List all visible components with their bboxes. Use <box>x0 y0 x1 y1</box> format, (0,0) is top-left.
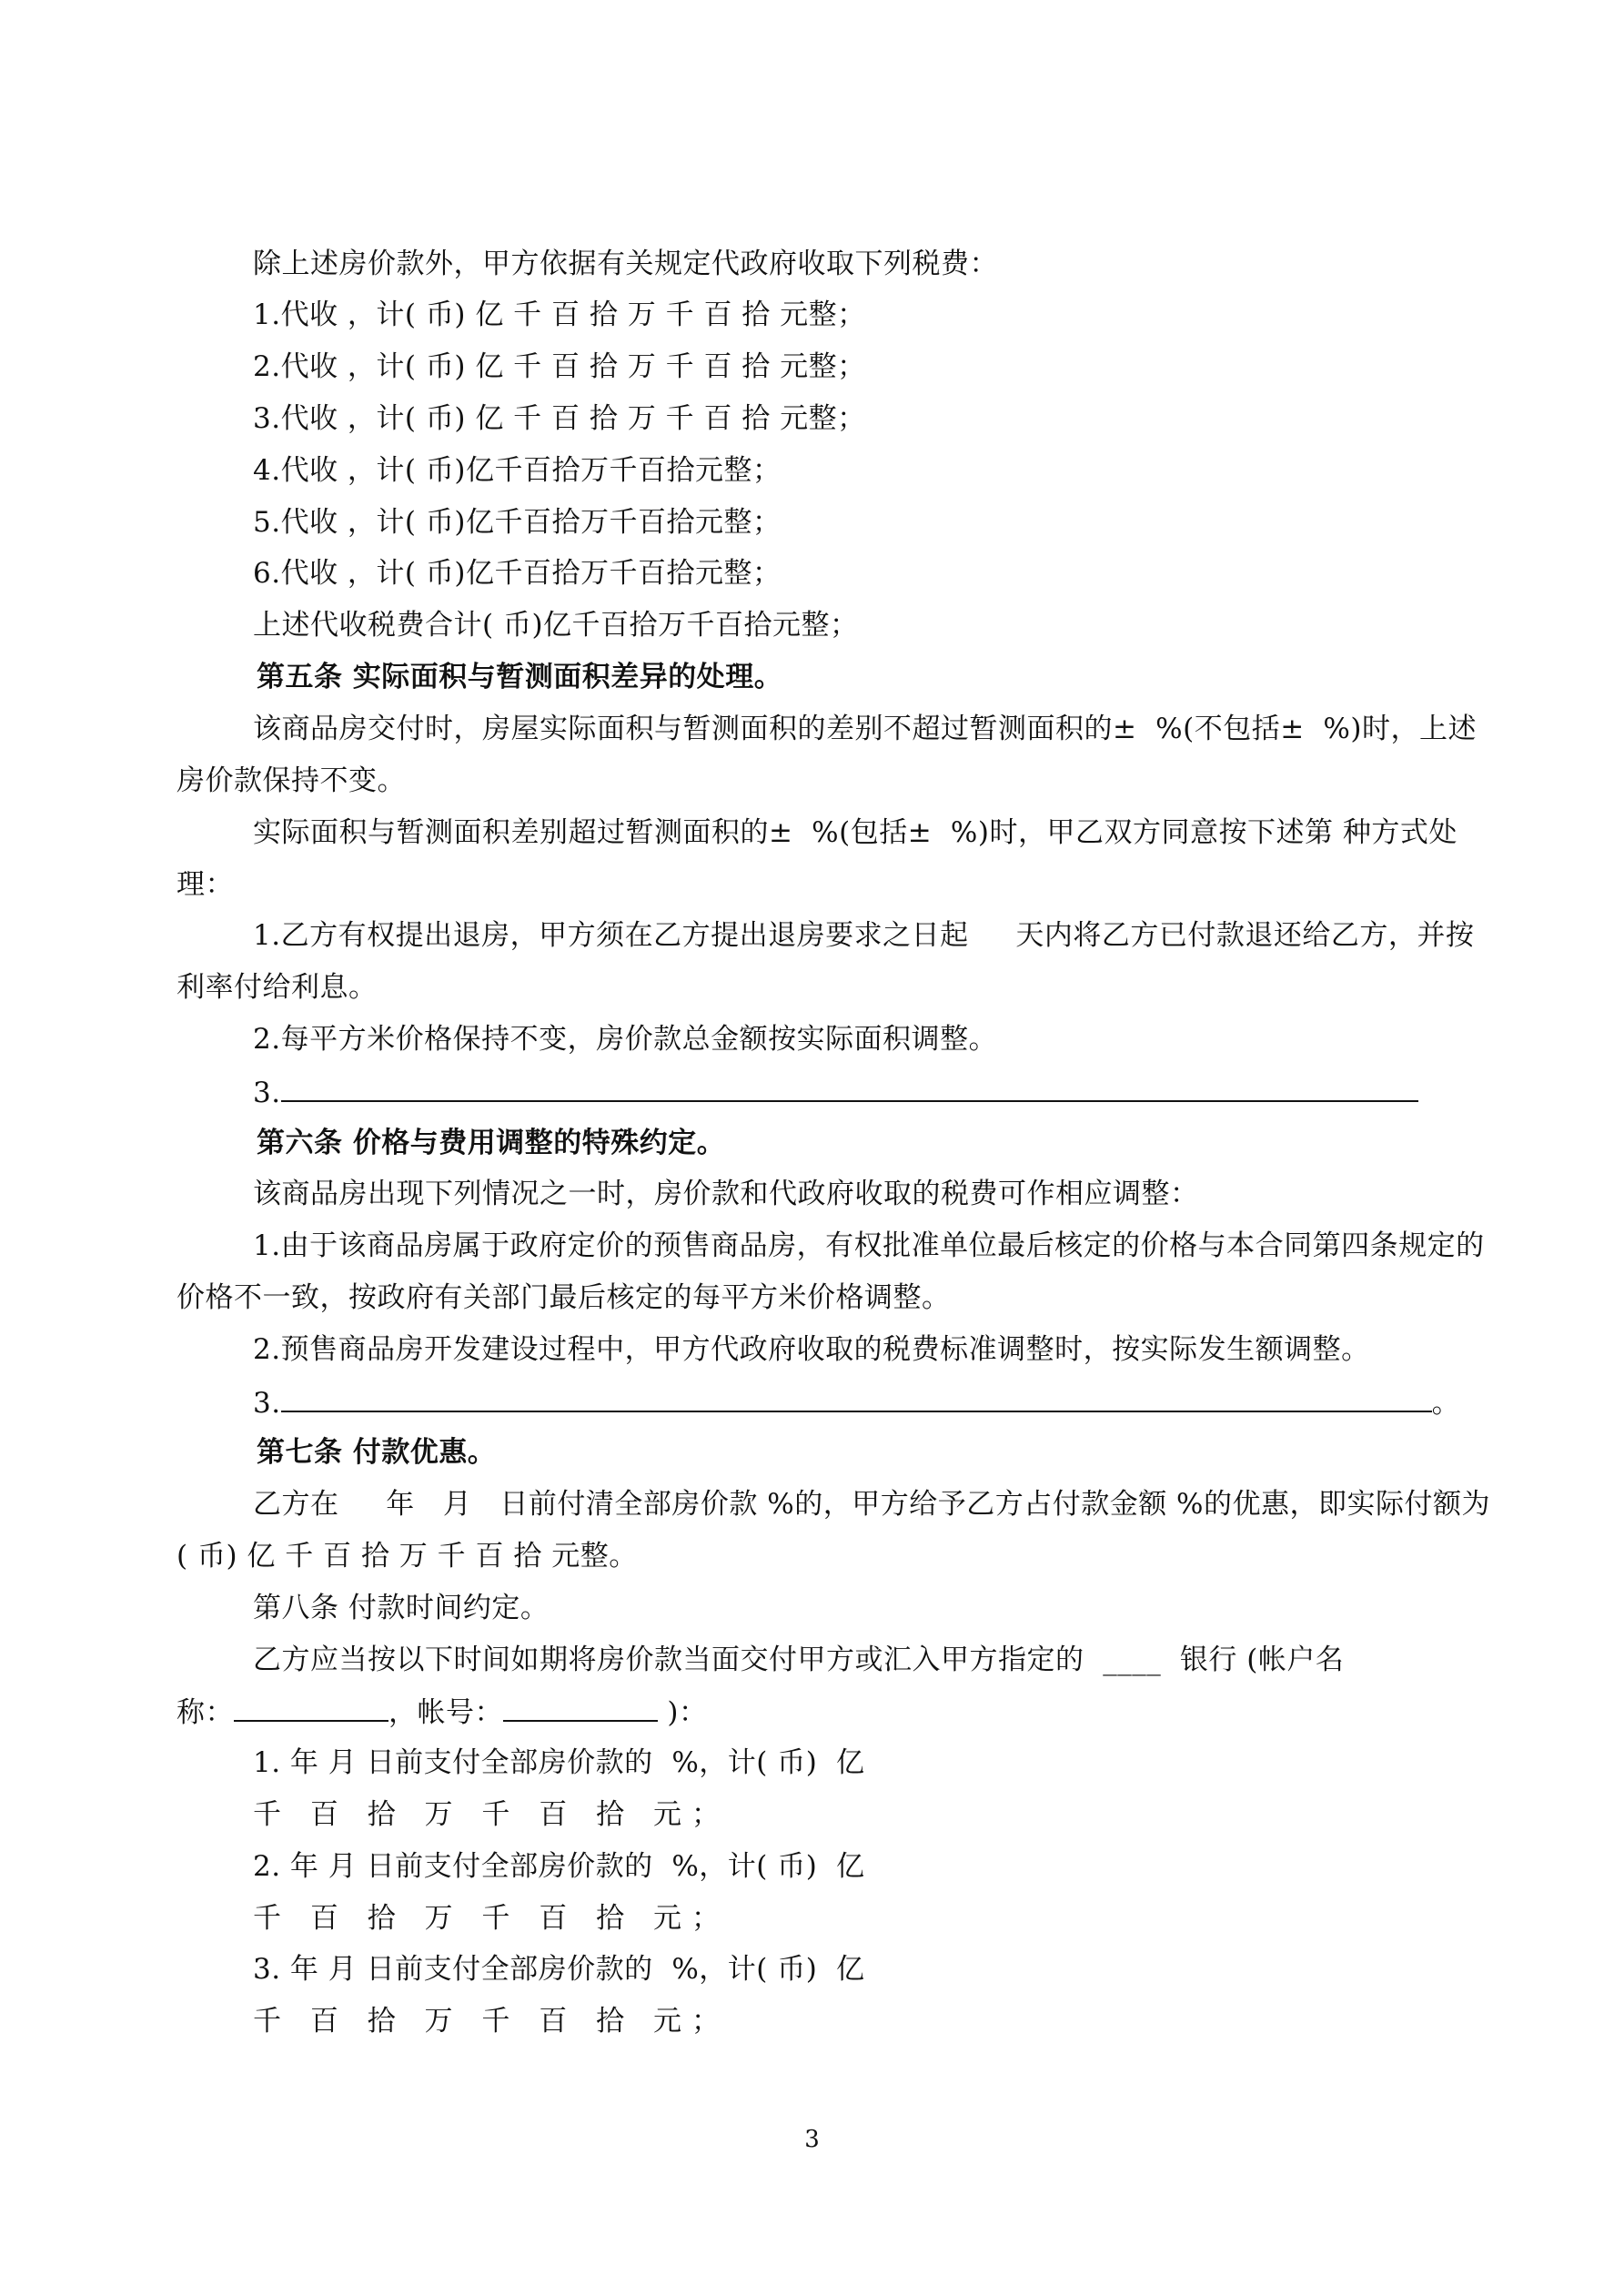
article-6-intro: 该商品房出现下列情况之一时，房价款和代政府收取的税费可作相应调整： <box>253 1178 1199 1210</box>
article-6-option-3 <box>253 1383 1460 1421</box>
article-6-option-1-line-2: 价格不一致，按政府有关部门最后核定的每平方米价格调整。 <box>177 1281 951 1314</box>
article-5-option-1-line-1: 1.乙方有权提出退房，甲方须在乙方提出退房要求之日起 天内将乙方已付款退还给乙方，并按 <box>253 919 1475 952</box>
article-7-para-line-2: ( 币) 亿 千 百 拾 万 千 百 拾 元整。 <box>177 1540 638 1573</box>
account-close: )： <box>658 1696 708 1729</box>
tax-item-6: 6.代收 ，计( 币)亿千百拾万千百拾元整； <box>253 557 782 590</box>
tax-total: 上述代收税费合计( 币)亿千百拾万千百拾元整； <box>253 609 859 642</box>
taxes-intro: 除上述房价款外，甲方依据有关规定代政府收取下列税费： <box>253 248 998 280</box>
payment-1-line-1: 1. 年 月 日前支付全部房价款的 %，计( 币) 亿 <box>253 1746 865 1779</box>
article-6-title: 第六条 价格与费用调整的特殊约定。 <box>257 1127 726 1159</box>
account-name-blank <box>234 1693 388 1722</box>
article-5-option-1-line-2: 利率付给利息。 <box>177 971 378 1004</box>
article-7-para-line-1: 乙方在 年 月 日前付清全部房价款 %的，甲方给予乙方占付款金额 %的优惠，即实际付额为 <box>253 1488 1491 1521</box>
blank-line <box>281 1383 1432 1412</box>
article-5-para-2-line-1: 实际面积与暂测面积差别超过暂测面积的± %(包括± %)时，甲乙双方同意按下述第 种方式处 <box>253 816 1458 849</box>
article-5-option-3-label: 3. <box>253 1077 281 1109</box>
account-number-blank <box>503 1693 658 1722</box>
payment-1-line-2: 千 百 拾 万 千 百 拾 元； <box>253 1798 730 1831</box>
tax-item-4: 4.代收 ，计( 币)亿千百拾万千百拾元整； <box>253 454 782 487</box>
blank-line <box>281 1073 1418 1102</box>
tax-item-2: 2.代收 ，计( 币) 亿 千 百 拾 万 千 百 拾 元整； <box>253 350 866 383</box>
article-6-option-2: 2.预售商品房开发建设过程中，甲方代政府收取的税费标准调整时，按实际发生额调整。 <box>253 1333 1370 1366</box>
article-6-option-3-end: 。 <box>1431 1387 1461 1420</box>
article-5-para-1-line-2: 房价款保持不变。 <box>177 764 406 797</box>
article-8-title: 第八条 付款时间约定。 <box>253 1592 550 1624</box>
tax-item-5: 5.代收 ，计( 币)亿千百拾万千百拾元整； <box>253 506 782 539</box>
tax-item-3: 3.代收 ，计( 币) 亿 千 百 拾 万 千 百 拾 元整； <box>253 402 866 435</box>
tax-item-1: 1.代收 ，计( 币) 亿 千 百 拾 万 千 百 拾 元整； <box>253 298 866 331</box>
article-5-para-2-line-2: 理： <box>177 868 234 901</box>
payment-3-line-1: 3. 年 月 日前支付全部房价款的 %，计( 币) 亿 <box>253 1953 865 1986</box>
article-5-para-1-line-1: 该商品房交付时，房屋实际面积与暂测面积的差别不超过暂测面积的± %(不包括± %)时，上述 <box>253 713 1477 745</box>
article-6-option-1-line-1: 1.由于该商品房属于政府定价的预售商品房，有权批准单位最后核定的价格与本合同第四条规定的 <box>253 1229 1485 1262</box>
payment-2-line-1: 2. 年 月 日前支付全部房价款的 %，计( 币) 亿 <box>253 1850 865 1883</box>
account-name-label: 称： <box>177 1696 234 1729</box>
article-7-title: 第七条 付款优惠。 <box>257 1436 497 1469</box>
article-8-para-line-1: 乙方应当按以下时间如期将房价款当面交付甲方或汇入甲方指定的 ____ 银行 (帐户名 <box>253 1644 1345 1676</box>
payment-2-line-2: 千 百 拾 万 千 百 拾 元； <box>253 1902 730 1935</box>
article-5-option-3 <box>253 1073 1418 1111</box>
payment-3-line-2: 千 百 拾 万 千 百 拾 元； <box>253 2005 730 2038</box>
page-number: 3 <box>804 2126 820 2153</box>
article-5-option-2: 2.每平方米价格保持不变，房价款总金额按实际面积调整。 <box>253 1023 998 1056</box>
account-number-label: ，帐号： <box>388 1696 503 1729</box>
article-6-option-3-label: 3. <box>253 1387 281 1420</box>
article-8-para-line-2 <box>177 1693 707 1731</box>
article-5-title: 第五条 实际面积与暂测面积差异的处理。 <box>257 661 783 693</box>
